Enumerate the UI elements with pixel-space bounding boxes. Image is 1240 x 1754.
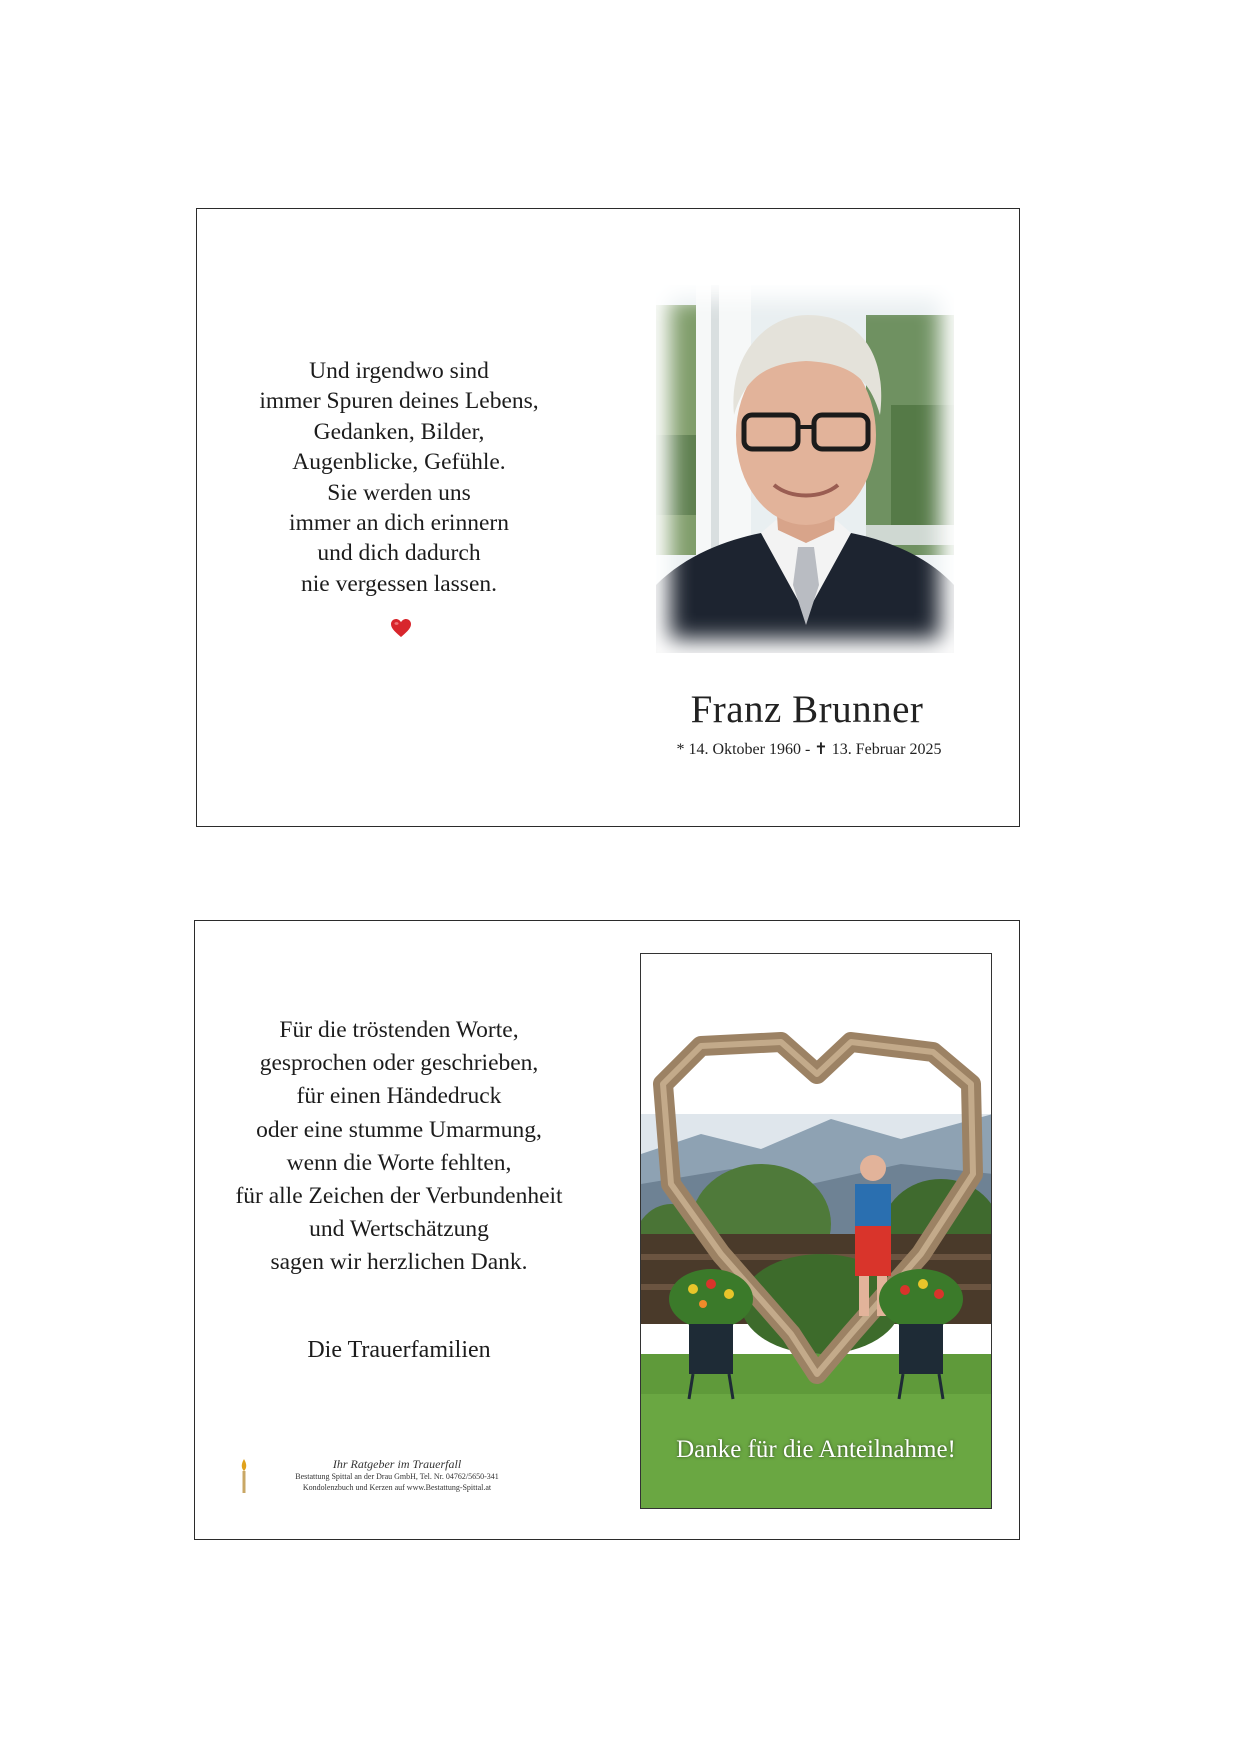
footer-website: Kondolenzbuch und Kerzen auf www.Bestattung-Spittal.at (302, 1482, 492, 1492)
heart-icon (390, 618, 412, 638)
photo-caption: Danke für die Anteilnahme! (676, 1436, 956, 1463)
footer-contact: Bestattung Spittal an der Drau GmbH, Tel. Nr. 04762/5650-341 (295, 1472, 499, 1481)
heart-garden-photo (640, 953, 992, 1509)
candle-icon (239, 1459, 249, 1493)
funeral-home-footer (267, 1457, 527, 1493)
footer-tagline: Ihr Ratgeber im Trauerfall (332, 1457, 462, 1471)
memorial-poem: Und irgendwo sind immer Spuren deines Lebens, Gedanken, Bilder, Augenblicke, Gefühle. Sie werden uns immer an dich erinnern und dich dadurch nie vergessen lassen. (259, 358, 539, 597)
life-dates: * 14. Oktober 1960 - ✝ 13. Februar 2025 (676, 741, 942, 758)
memorial-card-thanks (194, 920, 1020, 1540)
thanks-poem: Für die tröstenden Worte, gesprochen oder geschrieben, für einen Händedruck oder eine stumme Umarmung, wenn die Worte fehlten, für alle Zeichen der Verbundenheit und Wertschätzung sagen wir herzlichen Dank. (235, 1017, 563, 1276)
memorial-card-front (196, 208, 1020, 827)
deceased-name: Franz Brunner (690, 688, 924, 731)
family-signature: Die Trauerfamilien (307, 1337, 491, 1363)
portrait-photo (656, 285, 954, 653)
